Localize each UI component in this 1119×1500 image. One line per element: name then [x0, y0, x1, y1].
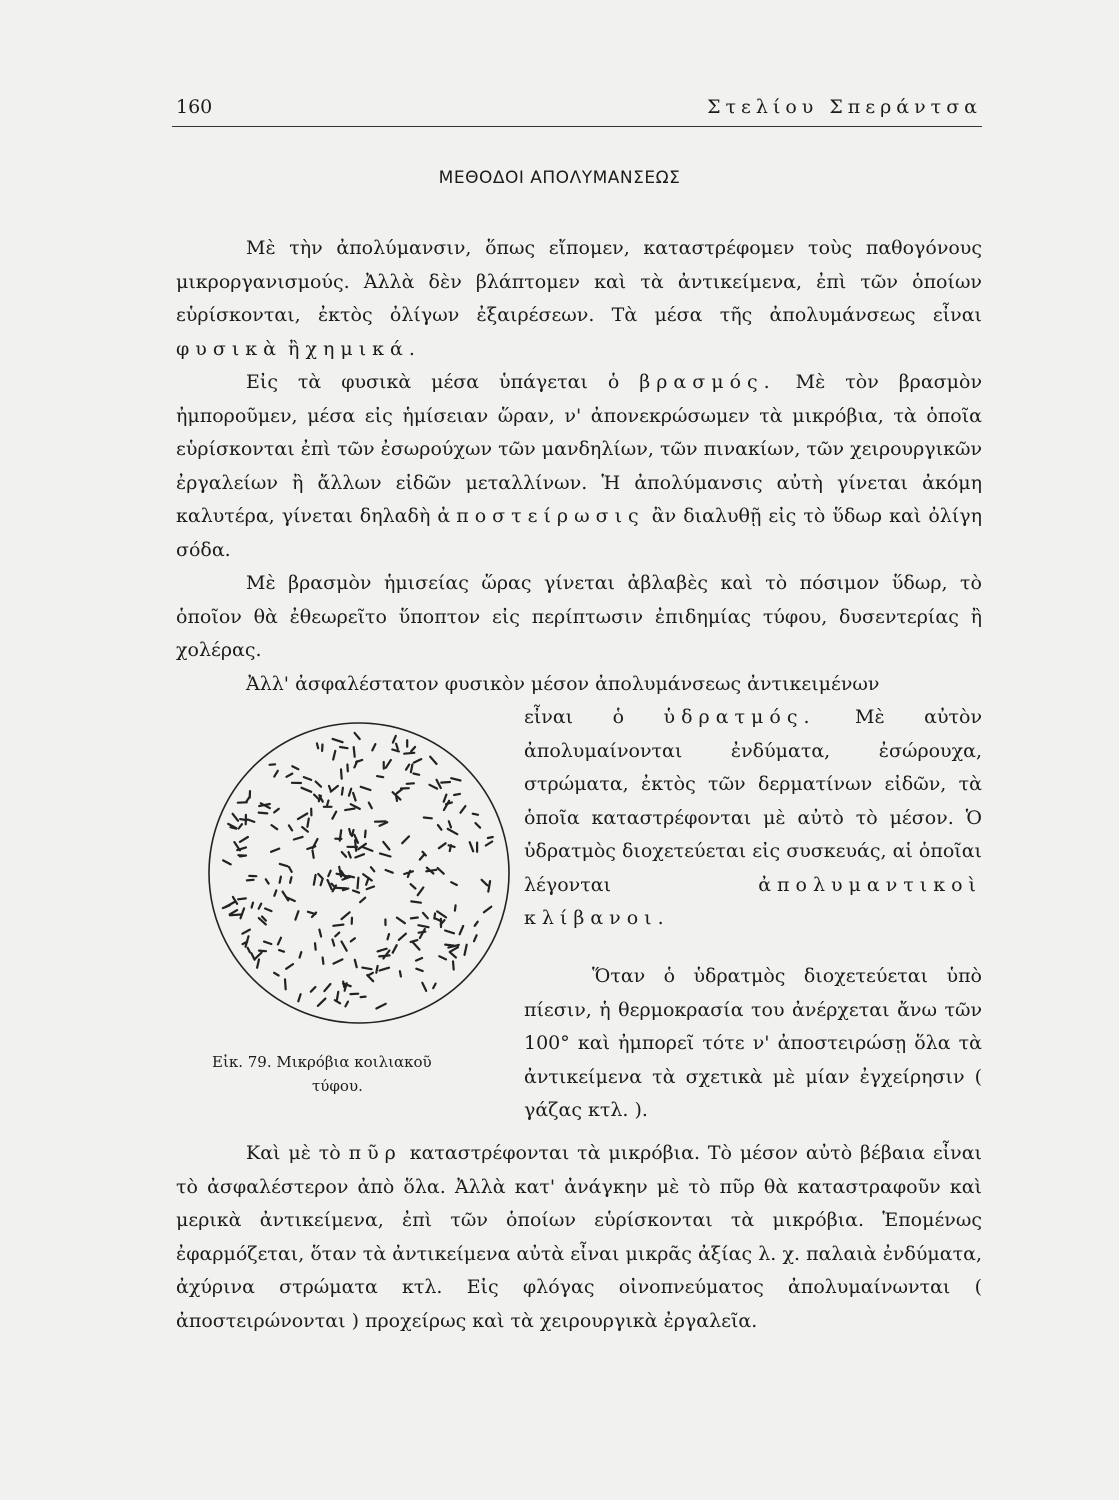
bacillus-mark: [465, 945, 467, 955]
bacillus-mark: [285, 979, 286, 989]
spaced-term-autoclaves: ἀπολυμαντικοὶ κλίβανοι.: [524, 873, 982, 929]
bacillus-mark: [274, 973, 279, 976]
bacillus-mark: [295, 911, 298, 919]
bacillus-mark: [411, 940, 418, 942]
bacillus-mark: [388, 934, 390, 939]
bacillus-mark: [424, 818, 432, 819]
bacillus-mark: [372, 744, 375, 750]
bacillus-mark: [404, 753, 414, 754]
bacillus-mark: [450, 845, 451, 851]
bacillus-mark: [272, 825, 278, 829]
bacillus-mark: [300, 952, 302, 958]
bacillus-mark: [414, 759, 421, 763]
bacillus-mark: [294, 837, 303, 840]
bacillus-mark: [257, 959, 259, 967]
caption-line-2: τύφου.: [312, 1077, 363, 1095]
bacillus-mark: [437, 911, 446, 917]
bacillus-mark: [289, 867, 292, 872]
bacillus-mark: [314, 795, 318, 799]
bacillus-mark: [407, 783, 414, 784]
bacillus-mark: [255, 953, 262, 959]
bacillus-mark: [298, 814, 307, 820]
bacillus-mark: [298, 994, 300, 1001]
bacillus-mark: [321, 879, 323, 885]
bacillus-mark: [411, 747, 415, 752]
bacillus-mark: [450, 952, 456, 957]
running-author: Στελίου Σπεράντσα: [707, 96, 982, 118]
bacillus-mark: [340, 747, 347, 748]
bacillus-mark: [430, 757, 436, 764]
spaced-term-sterilization: ἀποστείρωσις: [437, 505, 645, 527]
bacillus-mark: [476, 823, 481, 828]
bacillus-mark: [304, 777, 311, 780]
bacillus-mark: [317, 743, 318, 748]
bacillus-mark: [279, 950, 284, 952]
bacillus-mark: [334, 959, 343, 963]
bacillus-mark: [259, 813, 268, 814]
bacillus-mark: [328, 871, 330, 876]
bacillus-mark: [266, 879, 269, 883]
bacillus-mark: [397, 789, 403, 793]
paragraph-1-text: Μὲ τὴν ἀπολύμανσιν, ὅπως εἴπομεν, καταστρέφομεν τοὺς παθογόνους μικροργανισμούς. Ἀλλὰ δὲν βλάπτομεν καὶ τὰ ἀντικείμενα, ἐπὶ τῶν ὁποίων εὑρίσκονται, ἐκτὸς ὀλίγων ἐξαιρέσεων. Τὰ μέσα τῆς ἀπολυμάνσεως εἶναι: [176, 237, 982, 326]
bacillus-mark: [314, 875, 316, 885]
bacillus-mark: [287, 774, 293, 777]
bacillus-mark: [354, 761, 357, 767]
bacillus-mark: [484, 907, 491, 913]
bacillus-mark: [416, 958, 422, 961]
bacillus-mark: [412, 942, 419, 950]
paragraph-6: [176, 1137, 982, 1338]
bacillus-mark: [473, 814, 478, 815]
bacillus-mark: [316, 782, 321, 787]
bacillus-mark: [349, 852, 351, 857]
bacillus-mark: [292, 766, 298, 769]
bacillus-mark: [271, 849, 279, 852]
bacillus-mark: [445, 945, 454, 946]
bacillus-mark: [331, 786, 338, 792]
bacillus-mark: [324, 984, 330, 991]
bacillus-mark: [449, 821, 451, 827]
paragraph-1: [176, 232, 982, 366]
bacillus-mark: [451, 882, 457, 885]
bacillus-mark: [242, 930, 250, 934]
bacillus-mark: [419, 932, 426, 933]
bacillus-mark: [376, 966, 377, 973]
bacillus-mark: [274, 890, 276, 895]
bacillus-mark: [329, 786, 331, 791]
bacillus-mark: [371, 867, 374, 871]
bacillus-mark: [307, 819, 308, 827]
bacillus-mark: [461, 806, 466, 813]
bacillus-mark: [238, 898, 246, 899]
paragraph-5: Ὅταν ὁ ὑδρατμὸς διοχετεύεται ὑπὸ πίεσιν, ἡ θερμοκρασία του ἀνέρχεται ἄνω τῶν 100° καὶ ἠμπορεῖ τότε ν' ἀποστειρώσῃ ὅλα τὰ ἀντικείμενα τὰ σχετικὰ μὲ μίαν ἐγχείρησιν ( γάζας κτλ. ).: [524, 965, 982, 1121]
bacillus-mark: [247, 880, 254, 881]
bacillus-mark: [482, 880, 488, 886]
bacillus-mark: [416, 969, 422, 971]
bacillus-mark: [333, 739, 343, 742]
spaced-term-steam: ὑδρατμός.: [663, 706, 816, 728]
bacillus-mark: [349, 829, 351, 835]
bacillus-mark: [455, 905, 456, 910]
bacillus-mark: [439, 843, 446, 848]
bacillus-mark: [302, 788, 312, 792]
bacillus-mark: [289, 825, 292, 830]
bacillus-mark: [259, 904, 262, 909]
bacillus-mark: [360, 898, 365, 903]
bacillus-mark: [488, 837, 493, 838]
bacillus-mark: [319, 930, 321, 937]
bacillus-mark: [239, 824, 242, 828]
bacillus-mark: [270, 764, 276, 765]
bacillus-mark: [353, 891, 359, 893]
bacillus-mark: [422, 983, 426, 991]
bacillus-mark: [351, 938, 355, 941]
bacillus-mark: [451, 778, 460, 780]
bacillus-mark: [448, 829, 458, 834]
bacillus-mark: [342, 942, 347, 951]
paragraph-2-text-c: ἂν διαλυθῇ εἰς τὸ ὕδωρ καὶ ὀλίγη σόδα.: [176, 505, 983, 561]
bacillus-mark: [438, 825, 442, 830]
paragraph-6-text-a: Καὶ μὲ τὸ: [246, 1142, 341, 1164]
bacillus-mark: [380, 854, 391, 857]
bacillus-mark: [259, 951, 266, 952]
field-circle: [209, 723, 509, 1023]
bacillus-mark: [386, 870, 393, 873]
bacillus-mark: [345, 809, 354, 811]
bacillus-mark: [486, 842, 492, 846]
bacillus-mark: [406, 765, 409, 770]
bacillus-mark: [332, 812, 336, 819]
bacillus-mark: [402, 836, 409, 843]
bacillus-mark: [358, 878, 359, 889]
bacillus-mark: [400, 971, 401, 976]
bacillus-mark: [411, 918, 418, 919]
bacillus-mark: [377, 776, 383, 777]
bacillus-mark: [240, 837, 248, 842]
paragraph-4-text-a: εἶναι ὁ: [524, 706, 625, 728]
paragraph-3: Μὲ βρασμὸν ἡμισείας ὥρας γίνεται ἀβλαβὲς καὶ τὸ πόσιμον ὕδωρ, τὸ ὁποῖον θὰ ἐθεωρεῖτο ὕποπτον εἰς περίπτωσιν ἐπιδημίας τύφου, δυσεντερίας ἢ χολέρας.: [176, 572, 982, 661]
bacillus-mark: [332, 884, 336, 888]
bacillus-mark: [488, 881, 490, 892]
bacillus-mark: [361, 997, 366, 998]
section-title: ΜΕΘΟΔΟΙ ΑΠΟΛΥΜΑΝΣΕΩΣ: [438, 168, 681, 188]
bacillus-mark: [383, 842, 389, 850]
bacillus-mark: [367, 887, 374, 890]
bacillus-mark: [399, 934, 406, 940]
bacillus-mark: [441, 782, 450, 783]
bacillus-mark: [434, 913, 435, 918]
bacillus-mark: [420, 854, 425, 859]
paragraph-2: [176, 366, 982, 567]
bacillus-mark: [386, 760, 391, 768]
bacillus-mark: [315, 943, 316, 950]
bacillus-mark: [342, 788, 343, 795]
bacillus-mark: [444, 795, 447, 802]
bacillus-mark: [333, 751, 335, 760]
bacillus-mark: [233, 814, 238, 821]
bacillus-mark: [369, 803, 372, 809]
bacillus-mark: [337, 992, 338, 1000]
bacillus-mark: [335, 1000, 340, 1003]
bacillus-mark: [349, 876, 355, 877]
bacilli-group: [223, 733, 493, 1009]
bacillus-mark: [248, 820, 255, 822]
bacillus-mark: [396, 795, 397, 801]
bacillus-mark: [393, 945, 397, 953]
bacillus-mark: [378, 949, 387, 952]
paragraph-6-text-b: καταστρέφονται τὰ μικρόβια. Τὸ μέσον αὐτὸ βέβαια εἶναι τὸ ἀσφαλέστερον ἀπὸ ὅλα. Ἀλλὰ κατ' ἀνάγκην μὲ τὸ πῦρ θὰ καταστραφοῦν καὶ μερικὰ ἀντικείμενα, ἐπὶ τῶν ὁποίων εὑρίσκονται τὰ μικρόβια. Ἑπομένως ἐφαρμόζεται, ὅταν τὰ ἀντικείμενα αὐτὰ εἶναι μικρᾶς ἀξίας λ. χ. παλαιὰ ἐνδύματα, ἀχύρινα στρώματα κτλ. Εἰς φλόγας οἰνοπνεύματος ἀπολυμαίνωνται ( ἀποστειρώνονται ) προχείρως καὶ τὰ χειρουργικὰ ἐργαλεῖα.: [176, 1142, 982, 1332]
bacillus-mark: [411, 884, 416, 888]
spaced-term-chemical: χημικά.: [305, 337, 421, 360]
paragraph-1-or: ἢ: [288, 337, 300, 360]
bacillus-mark: [397, 918, 405, 924]
bacillus-mark: [363, 847, 373, 851]
bacillus-mark: [355, 854, 364, 857]
bacillus-mark: [345, 1002, 348, 1007]
bacillus-mark: [352, 830, 354, 836]
bacillus-mark: [423, 913, 428, 918]
bacillus-mark: [223, 905, 230, 908]
paragraph-4-first-line: Ἀλλ' ἀσφαλέστατον φυσικὸν μέσον ἀπολυμάνσεως ἀντικειμένων: [246, 673, 880, 695]
bacillus-mark: [474, 935, 477, 941]
bacillus-mark: [264, 942, 271, 944]
bacillus-mark: [418, 925, 428, 927]
bacillus-mark: [445, 931, 454, 934]
bacillus-mark: [342, 852, 346, 857]
bacillus-mark: [355, 960, 357, 967]
bacillus-mark: [411, 901, 421, 902]
bacillus-mark: [342, 912, 350, 919]
bacillus-mark: [280, 864, 288, 866]
paragraph-2-text-a: Εἰς τὰ φυσικὰ μέσα ὑπάγεται ὁ: [246, 371, 620, 393]
bacillus-mark: [353, 793, 356, 801]
bacillus-mark: [286, 964, 293, 969]
bacillus-mark: [470, 842, 474, 851]
bacillus-mark: [454, 794, 460, 795]
bacillus-mark: [283, 892, 289, 901]
bacillus-mark: [361, 787, 371, 790]
bacillus-mark: [323, 958, 324, 964]
bacillus-mark: [332, 940, 334, 946]
bacillus-mark: [460, 926, 464, 934]
bacillus-mark: [318, 999, 326, 1006]
microscope-field-icon: [206, 720, 512, 1026]
bacillus-mark: [380, 822, 388, 826]
bacillus-mark: [437, 780, 441, 788]
bacillus-mark: [439, 956, 446, 959]
caption-line-1: Εἰκ. 79. Μικρόβια κοιλιακοῦ: [212, 1053, 432, 1071]
page-number: 160: [176, 96, 213, 118]
bacillus-mark: [418, 888, 424, 896]
bacillus-mark: [241, 908, 245, 918]
bacillus-mark: [333, 925, 343, 926]
bacillus-mark: [274, 771, 278, 777]
bacillus-mark: [274, 809, 279, 813]
bacillus-mark: [354, 747, 355, 757]
bacillus-mark: [290, 877, 291, 883]
bacillus-mark: [355, 840, 356, 851]
bacillus-mark: [327, 801, 328, 806]
bacillus-mark: [223, 860, 231, 864]
bacillus-mark: [248, 948, 250, 953]
bacillus-mark: [380, 968, 389, 971]
bacillus-mark: [280, 877, 281, 883]
spaced-term-boiling: βρασμός.: [639, 371, 776, 393]
bacillus-mark: [376, 1004, 385, 1009]
bacillus-mark: [341, 769, 342, 778]
bacillus-mark: [411, 765, 413, 773]
bacillus-mark: [426, 870, 436, 872]
spaced-term-fire: πῦρ: [348, 1142, 402, 1164]
bacillus-mark: [393, 736, 396, 743]
bacillus-mark: [438, 868, 444, 874]
figure-caption: [212, 1050, 508, 1098]
bacillus-mark: [355, 733, 360, 739]
bacillus-mark: [453, 961, 454, 969]
paragraph-4-text-b: Μὲ αὐτὸν ἀπολυμαίνονται ἐνδύματα, ἐσώρουχα, στρώματα, ἐκτὸς τῶν δερματίνων εἰδῶν, τὰ ὁποῖα καταστρέφονται μὲ αὐτὸ τὸ μέσον. Ὁ ὑδρατμὸς διοχετεύεται εἰς συσκευάς, αἱ ὁποῖαι λέγονται: [524, 706, 982, 896]
bacillus-mark: [262, 917, 266, 921]
bacillus-mark: [433, 984, 435, 989]
bacillus-mark: [337, 888, 347, 889]
bacteria-figure-svg: [206, 720, 512, 1026]
bacillus-mark: [311, 987, 316, 992]
paragraph-4-column: [524, 701, 982, 936]
bacillus-mark: [365, 831, 366, 838]
bacillus-mark: [335, 933, 339, 937]
bacillus-mark: [362, 968, 371, 970]
bacillus-mark: [278, 938, 281, 945]
bacillus-mark: [396, 744, 398, 749]
bacillus-mark: [413, 774, 419, 775]
bacillus-mark: [265, 909, 271, 912]
bacillus-mark: [313, 851, 314, 858]
header-rule: [172, 126, 982, 127]
bacillus-mark: [430, 785, 438, 789]
bacillus-mark: [252, 903, 253, 908]
spaced-term-physical: φυσικὰ: [176, 337, 282, 360]
paragraph-2-text-b: Μὲ τὸν βρασμὸν ἠμποροῦμεν, μέσα εἰς ἡμίσειαν ὥραν, ν' ἀπονεκρώσωμεν τὰ μικρόβια, τὰ ὁποῖα εὑρίσκονται ἐπὶ τῶν ἐσωρούχων τῶν μανδηλίων, τῶν πινακίων, τῶν χειρουργικῶν ἐργαλείων ἢ ἄλλων εἰδῶν μεταλλίνων. Ἡ ἀπολύμανσις αὐτὴ γίνεται ἀκόμη καλυτέρα, γίνεται δηλαδὴ: [176, 371, 982, 527]
bacillus-mark: [475, 922, 478, 926]
bacillus-mark: [349, 789, 351, 796]
running-header: [176, 96, 982, 118]
bacillus-mark: [367, 975, 373, 981]
bacillus-mark: [318, 874, 323, 879]
bacillus-mark: [246, 936, 249, 946]
